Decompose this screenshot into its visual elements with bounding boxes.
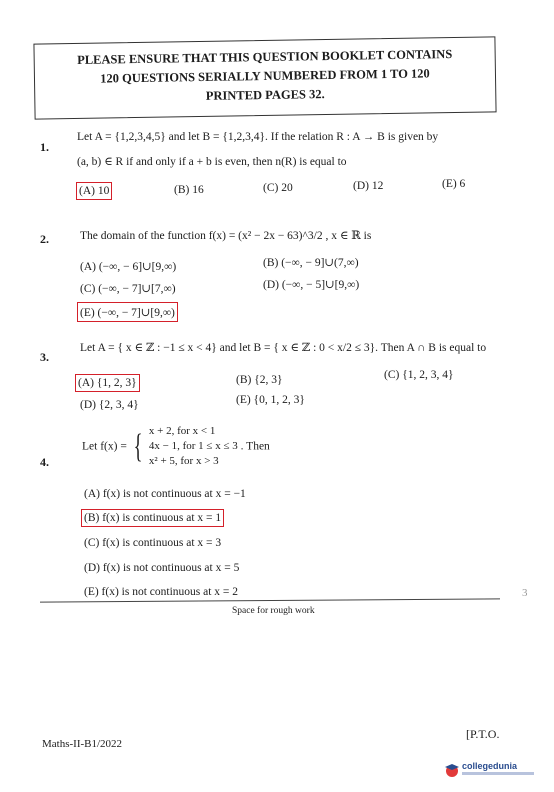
option-b: (B) 16 xyxy=(174,184,204,196)
page-turn-indicator: [P.T.O. xyxy=(466,727,500,741)
paper-code: Maths-II-B1/2022 xyxy=(42,738,123,750)
graduate-cap-icon xyxy=(444,762,460,778)
option-e-marked: (E) (−∞, − 7]∪[9,∞) xyxy=(80,307,175,319)
collegedunia-logo xyxy=(444,760,544,782)
piecewise-cases xyxy=(149,424,238,469)
piecewise-definition xyxy=(82,424,270,469)
option-a: (A) f(x) is not continuous at x = −1 xyxy=(84,488,246,500)
notice-line-3: PRINTED PAGES 32. xyxy=(205,87,325,103)
piece-case-1: x + 2, for x < 1 xyxy=(148,425,216,437)
instructions-box xyxy=(33,36,496,119)
question-number: 3. xyxy=(40,350,49,364)
question-number: 1. xyxy=(40,140,49,154)
notice-line-1: PLEASE ENSURE THAT THIS QUESTION BOOKLET CONTAINS xyxy=(77,47,453,67)
option-e: (E) {0, 1, 2, 3} xyxy=(236,394,305,406)
logo-tagline xyxy=(462,772,534,775)
option-c: (C) (−∞, − 7]∪[7,∞) xyxy=(80,283,176,295)
option-e: (E) f(x) is not continuous at x = 2 xyxy=(84,586,239,598)
option-a: (A) (−∞, − 6]∪[9,∞) xyxy=(80,261,177,273)
piece-case-2: 4x − 1, for 1 ≤ x ≤ 3 xyxy=(148,440,238,452)
option-a-marked: (A) 10 xyxy=(79,185,110,197)
stem-suffix: . Then xyxy=(240,440,270,453)
notice-line-2: 120 QUESTIONS SERIALLY NUMBERED FROM 1 TO 120 xyxy=(100,66,430,86)
option-a-marked: (A) {1, 2, 3} xyxy=(78,377,137,389)
option-d: (D) f(x) is not continuous at x = 5 xyxy=(84,562,240,574)
option-c: (C) f(x) is continuous at x = 3 xyxy=(84,537,222,549)
logo-text: collegedunia xyxy=(462,761,518,771)
option-e: (E) 6 xyxy=(442,178,466,190)
margin-page-number: 3 xyxy=(522,587,528,599)
question-number: 2. xyxy=(40,232,49,246)
rough-work-label: Space for rough work xyxy=(232,606,315,616)
question-stem-line-1: Let A = {1,2,3,4,5} and let B = {1,2,3,4}. If the relation R : A → B is given by xyxy=(77,131,439,143)
divider-line xyxy=(40,598,500,602)
option-c: (C) {1, 2, 3, 4} xyxy=(384,369,454,381)
question-stem: The domain of the function f(x) = (x² − 2x − 63)^3/2 , x ∈ ℝ is xyxy=(80,230,372,242)
piece-case-3: x² + 5, for x > 3 xyxy=(148,455,219,467)
option-c: (C) 20 xyxy=(263,182,293,194)
brace-glyph: { xyxy=(133,427,143,465)
option-b-marked: (B) f(x) is continuous at x = 1 xyxy=(84,512,222,524)
option-d: (D) (−∞, − 5]∪[9,∞) xyxy=(263,279,360,291)
question-stem: Let A = { x ∈ ℤ : −1 ≤ x < 4} and let B = { x ∈ ℤ : 0 < x/2 ≤ 3}. Then A ∩ B is equal to xyxy=(80,342,487,354)
option-b: (B) {2, 3} xyxy=(236,374,283,386)
question-stem-line-2: (a, b) ∈ R if and only if a + b is even, then n(R) is equal to xyxy=(77,156,347,168)
option-d: (D) {2, 3, 4} xyxy=(80,399,139,411)
option-d: (D) 12 xyxy=(353,180,384,192)
stem-prefix: Let f(x) = xyxy=(82,440,127,453)
option-b: (B) (−∞, − 9]∪(7,∞) xyxy=(263,257,359,269)
question-number: 4. xyxy=(40,455,49,469)
